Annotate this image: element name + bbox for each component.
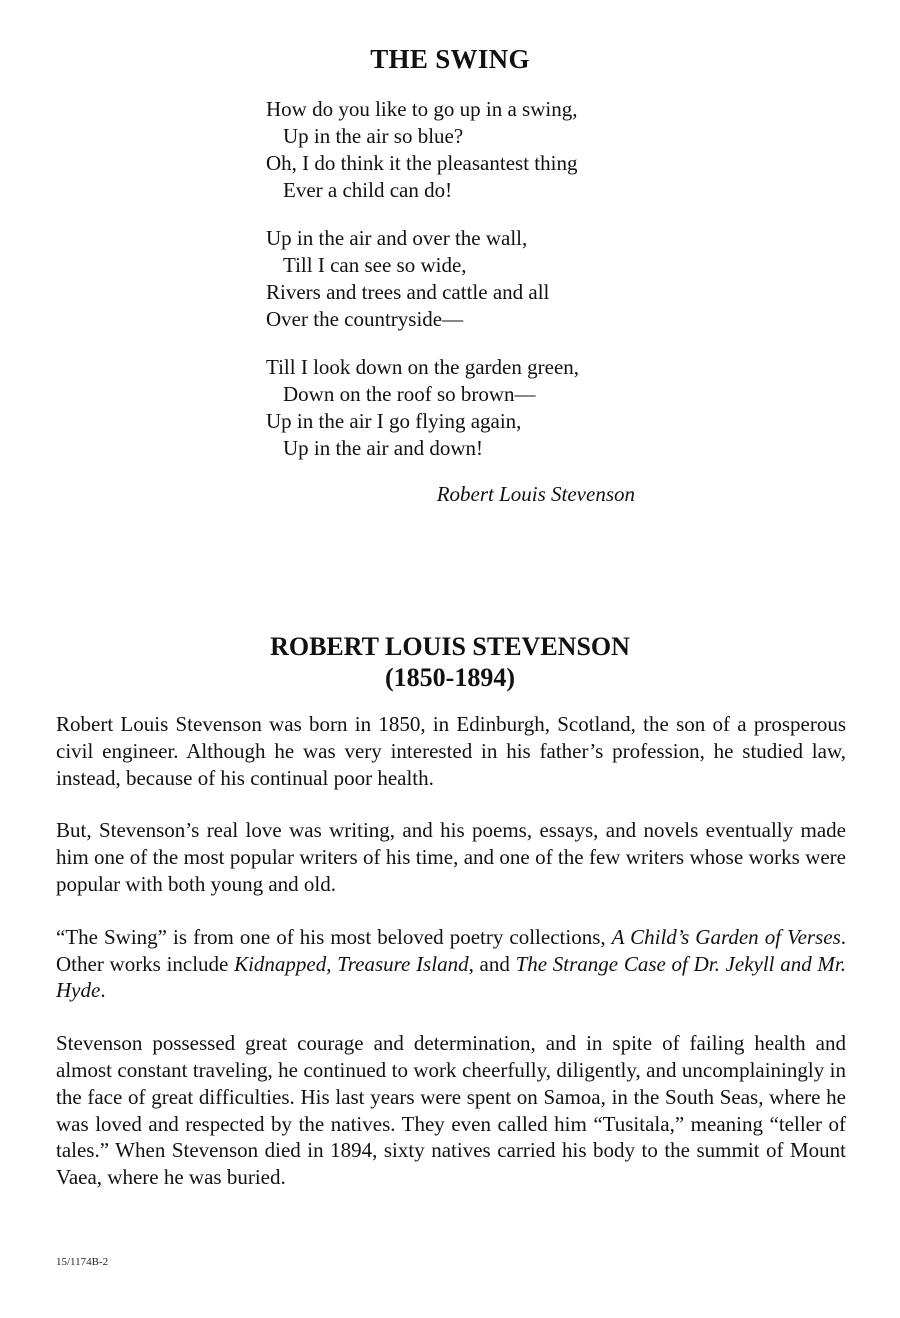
bio-text-run: “The Swing” is from one of his most beloved poetry collections, xyxy=(56,924,612,949)
poem-line: How do you like to go up in a swing, xyxy=(266,97,578,121)
bio-text-run: . xyxy=(100,978,106,1003)
poem-line: Rivers and trees and cattle and all xyxy=(266,280,550,304)
bio-text-run: , and xyxy=(468,951,516,976)
poem-line: Up in the air and down! xyxy=(283,436,484,460)
poem-line: Up in the air I go flying again, xyxy=(266,409,522,433)
poem-line: Till I look down on the garden green, xyxy=(266,355,580,379)
poem-line: Over the countryside— xyxy=(266,307,464,331)
bio-heading-dates: (1850-1894) xyxy=(385,663,515,692)
bio-paragraph-1: Robert Louis Stevenson was born in 1850, in Edinburgh, Scotland, the son of a prosperous civil engineer. Although he was very interested in his father’s profession, he studied law, instead, because of his continual poor health. xyxy=(56,712,846,790)
stanza-2 xyxy=(266,225,666,333)
poem-author: Robert Louis Stevenson xyxy=(436,482,635,506)
work-title: Kidnapped xyxy=(234,951,327,976)
bio-heading xyxy=(0,631,900,693)
bio-text-run: , xyxy=(326,951,338,976)
bio-text-run: . Other works include xyxy=(56,924,846,976)
work-title: Treasure Island xyxy=(337,951,469,976)
bio-paragraph-3 xyxy=(56,924,846,1004)
poem-line: Up in the air and over the wall, xyxy=(266,226,528,250)
bio-heading-name: ROBERT LOUIS STEVENSON xyxy=(270,632,630,661)
bio-paragraph-4: Stevenson possessed great courage and determination, and in spite of failing health and almost constant traveling, he continued to work cheerfully, diligently, and uncomplainingly in the face of great difficulties. His last years were spent on Samoa, in the South Seas, where he was loved and respected by the natives. They even called him “Tusitala,” meaning “teller of tales.” When Stevenson died in 1894, sixty natives carried his body to the summit of Mount Vaea, where he was buried. xyxy=(56,1031,846,1190)
poem xyxy=(266,96,666,483)
document-code: 15/1174B-2 xyxy=(56,1256,109,1268)
poem-title: THE SWING xyxy=(370,44,530,74)
stanza-3 xyxy=(266,354,666,462)
poem-line: Ever a child can do! xyxy=(283,178,453,202)
work-title: A Child’s Garden of Verses xyxy=(611,924,841,949)
bio-text xyxy=(56,711,846,1217)
poem-line: Up in the air so blue? xyxy=(283,124,464,148)
poem-line: Down on the roof so brown— xyxy=(283,382,536,406)
bio-paragraph-2: But, Stevenson’s real love was writing, and his poems, essays, and novels eventually made him one of the most popular writers of his time, and one of the few writers whose works were popular with both young and old. xyxy=(56,818,846,896)
poem-line: Till I can see so wide, xyxy=(283,253,467,277)
work-title: The Strange Case of Dr. Jekyll and Mr. Hyde xyxy=(56,951,847,1003)
poem-line: Oh, I do think it the pleasantest thing xyxy=(266,151,578,175)
stanza-1 xyxy=(266,96,666,204)
